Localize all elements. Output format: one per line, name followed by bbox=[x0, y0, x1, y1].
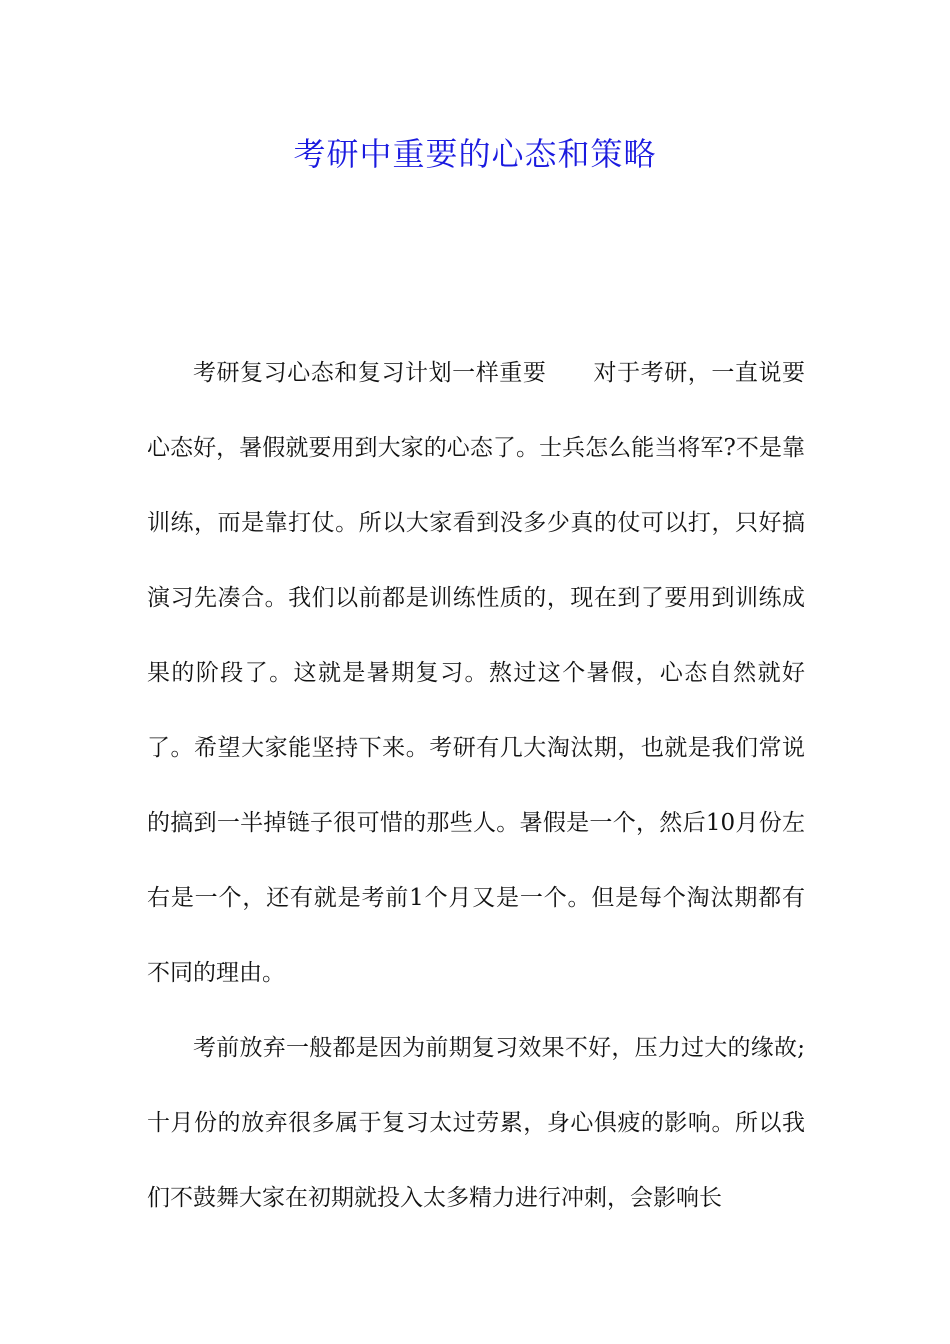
document-title: 考研中重要的心态和策略 bbox=[293, 135, 657, 173]
paragraph-2: 考前放弃一般都是因为前期复习效果不好，压力过大的缘故;十月份的放弃很多属于复习太过劳累，身心俱疲的影响。所以我们不鼓舞大家在初期就投入太多精力进行冲刺，会影响长 bbox=[147, 1035, 805, 1211]
document-body bbox=[147, 336, 805, 1236]
paragraph-1: 考研复习心态和复习计划一样重要 对于考研，一直说要心态好，暑假就要用到大家的心态了。士兵怎么能当将军?不是靠训练，而是靠打仗。所以大家看到没多少真的仗可以打，只好搞演习先凑合。我们以前都是训练性质的，现在到了要用到训练成果的阶段了。这就是暑期复习。熬过这个暑假，心态自然就好了。希望大家能坚持下来。考研有几大淘汰期，也就是我们常说的搞到一半掉链子很可惜的那些人。暑假是一个，然后10月份左右是一个，还有就是考前1个月又是一个。但是每个淘汰期都有不同的理由。 bbox=[147, 360, 805, 986]
